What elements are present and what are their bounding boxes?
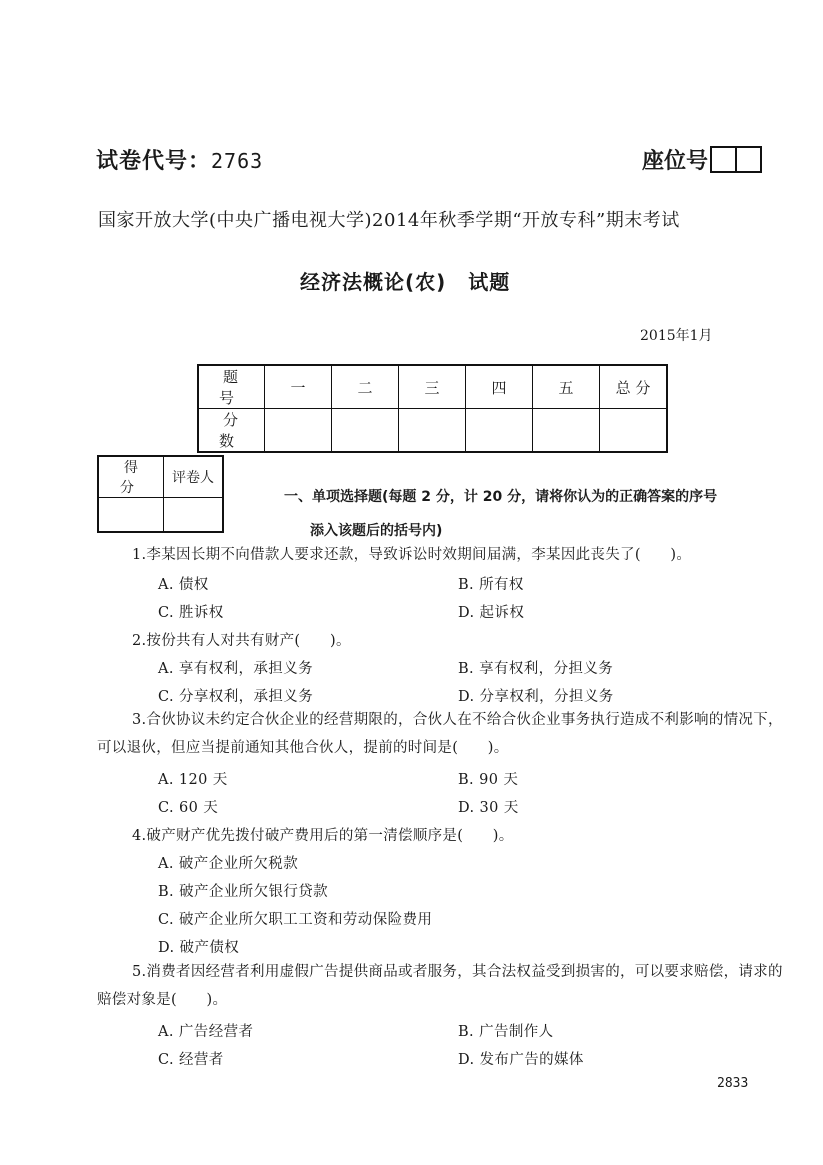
score-cell — [399, 409, 466, 453]
option: C. 经营者 — [158, 1052, 224, 1068]
score-cell — [533, 409, 600, 453]
seat-number — [642, 144, 762, 175]
option: A. 广告经营者 — [158, 1024, 254, 1040]
option: B. 享有权利，分担义务 — [458, 661, 614, 677]
option: B. 广告制作人 — [458, 1024, 554, 1040]
option: A. 债权 — [158, 577, 209, 593]
grader-score-cell — [98, 498, 164, 533]
exam-date: 2015年1月 — [640, 328, 713, 344]
paper-code — [96, 144, 263, 175]
option: D. 30 天 — [458, 800, 519, 816]
seat-number-box — [710, 146, 762, 173]
option: C. 胜诉权 — [158, 605, 224, 621]
option: D. 发布广告的媒体 — [458, 1052, 584, 1068]
score-table-row-label: 题 号 — [198, 365, 265, 409]
option: A. 破产企业所欠税款 — [158, 856, 299, 872]
score-table-col: 三 — [399, 365, 466, 409]
score-table — [197, 364, 668, 453]
score-table-col: 四 — [466, 365, 533, 409]
option: A. 享有权利，承担义务 — [158, 661, 313, 677]
option: D. 起诉权 — [458, 605, 525, 621]
option: A. 120 天 — [158, 772, 228, 788]
option: B. 所有权 — [458, 577, 524, 593]
option: C. 60 天 — [158, 800, 219, 816]
question-1: 1.李某因长期不向借款人要求还款，导致诉讼时效期间届满，李某因此丧失了( )。 — [132, 547, 692, 563]
grader-name-label: 评卷人 — [164, 456, 224, 498]
seat-label: 座位号 — [642, 149, 709, 174]
question-4: 4.破产财产优先拨付破产费用后的第一清偿顺序是( )。 — [132, 828, 514, 844]
question-2: 2.按份共有人对共有财产( )。 — [132, 633, 351, 649]
section-heading — [284, 480, 784, 548]
grader-table — [97, 455, 224, 533]
score-table-row-label: 分 数 — [198, 409, 265, 453]
option: B. 90 天 — [458, 772, 519, 788]
section-heading-line: 一、单项选择题(每题 2 分，计 20 分，请将你认为的正确答案的序号 — [284, 489, 718, 505]
question-3: 3.合伙协议未约定合伙企业的经营期限的，合伙人在不给合伙企业事务执行造成不利影响的情况下，可以退伙，但应当提前通知其他合伙人，提前的时间是( )。 — [97, 712, 783, 756]
score-table-col: 总 分 — [600, 365, 668, 409]
section-heading-line: 添入该题后的括号内) — [310, 523, 443, 539]
exam-title: 国家开放大学(中央广播电视大学)2014年秋季学期“开放专科”期末考试 — [98, 210, 680, 231]
score-cell — [466, 409, 533, 453]
option: D. 破产债权 — [158, 940, 240, 956]
grader-score-label: 得 分 — [98, 456, 164, 498]
score-table-score-row — [198, 409, 667, 453]
score-cell — [600, 409, 668, 453]
score-cell — [265, 409, 332, 453]
option: B. 破产企业所欠银行贷款 — [158, 884, 329, 900]
score-table-header-row — [198, 365, 667, 409]
grader-name-cell — [164, 498, 224, 533]
paper-code-label: 试卷代号： — [96, 149, 212, 174]
page-number: 2833 — [717, 1076, 749, 1091]
option: C. 破产企业所欠职工工资和劳动保险费用 — [158, 912, 433, 928]
option: D. 分享权利，分担义务 — [458, 689, 614, 705]
subject-suffix: 试题 — [468, 270, 511, 294]
score-cell — [332, 409, 399, 453]
question-5: 5.消费者因经营者利用虚假广告提供商品或者服务，其合法权益受到损害的，可以要求赔偿，请求的赔偿对象是( )。 — [97, 964, 783, 1008]
subject-title — [300, 266, 510, 295]
score-table-col: 五 — [533, 365, 600, 409]
score-table-col: 一 — [265, 365, 332, 409]
subject-name: 经济法概论(农) — [300, 270, 447, 294]
score-table-col: 二 — [332, 365, 399, 409]
paper-code-value: 2763 — [211, 149, 264, 173]
option: C. 分享权利，承担义务 — [158, 689, 314, 705]
